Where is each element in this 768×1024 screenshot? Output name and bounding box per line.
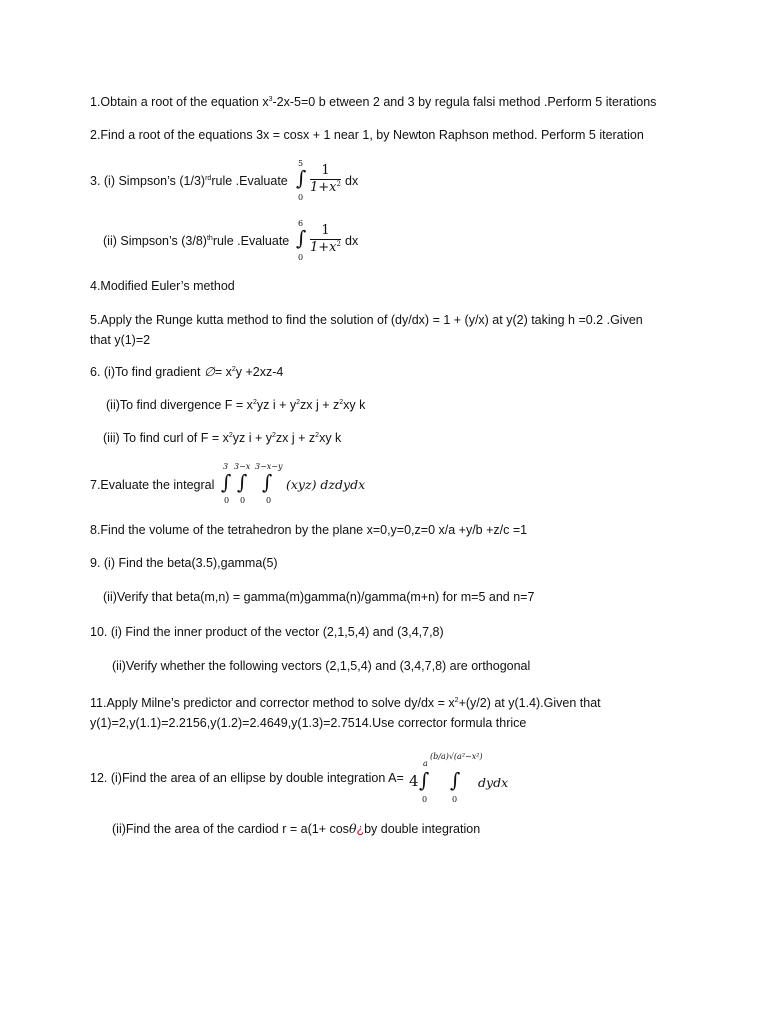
question-9-part-i: 9. (i) Find the beta(3.5),gamma(5) <box>90 556 278 570</box>
question-10-part-ii: (ii)Verify whether the following vectors (2,1,5,4) and (3,4,7,8) are orthogonal <box>112 659 531 673</box>
question-10-part-i: 10. (i) Find the inner product of the vector (2,1,5,4) and (3,4,7,8) <box>90 625 444 639</box>
question-6-part-i: 6. (i)To find gradient ∅= $x^2y +2xz-4$ <box>90 364 284 379</box>
question-5-line-1: 5.Apply the Runge kutta method to find the solution of (dy/dx) = 1 + (y/x) at y(2) taking h =0.2 .Given <box>90 313 643 327</box>
question-8: 8.Find the volume of the tetrahedron by the plane x=0,y=0,z=0 x/a +y/b +z/c =1 <box>90 523 528 537</box>
question-5-line-2: that y(1)=2 <box>90 333 151 347</box>
question-3-part-ii: (ii) Simpson’s $(3/8)^{th}rule$ .Evaluate <box>103 234 290 248</box>
question-sheet: 1.Obtain a root of the equation $x^3-2x-5=0$ b etween 2 and 3 by regula falsi method .Perform 5 iterations 2.Find a root of the equations 3x = cosx + 1 near 1, by Newton Raphson method. Perform 5 iteration 3. (i) Simpson’s $(1/3)^{rd}rule$ .Evaluate 5 ∫ 0 $\frac{1}{1+x^2}$ dx (ii) Simpson’s $(3/8)^{th}rule$ .Evaluate 6 ∫ 0 $\frac{1}{1+x^2}$ dx 4.Modified Euler’s method 5.Apply the Runge kutta method to find the solution of (dy/dx) = 1 + (y/x) at y(2) taking h =0.2 .Given that y(1)=2 6. (i)To find gradient ∅= $x^2y +2xz-4$ (ii)To find divergence $F = x^2yz$ $i + y^2zx$ $j + z^2xy$ k (iii) To find curl of $F = x^2yz$ $i + y^2zx$ $j + z^2xy$ k 7.Evaluate the integral 3 3−x 3−x−y ∫ ∫ ∫ 0 0 0 (xyz) dzdydx 8.Find the volume of the tetrahedron by the plane x=0,y=0,z=0 x/a +y/b +z/c =1 9. (i) Find the beta(3.5),gamma(5) (ii)Verify that beta(m,n) = gamma(m)gamma(n)/gamma(m+n) for m=5 and n=7 10. (i) Find the inner product of the vector (2,1,5,4) and (3,4,7,8) (ii)Verify whether the following vectors (2,1,5,4) and (3,4,7,8) are orthogonal 11.Apply Milne’s predictor and corrector method to solve $dy/dx = x^2+(y/2)$ at y(1.4).Given that y(1)=2,y(1.1)=2.2156,y(1.2)=2.4649,y(1.3)=2.7514.Use corrector formula thrice 12. (i)Find the area of an ellipse by double integration A= 4 a (b/a)√(a²−x²) ∫ ∫ 0 0 dydx (ii)Find the area of the cardiod r = a(1+ cosθ¿by double integration <box>90 95 657 836</box>
question-3-part-i: 3. (i) Simpson’s $(1/3)^{rd}rule$ .Evaluate <box>90 174 288 188</box>
question-6-part-ii: (ii)To find divergence $F = x^2yz$ $i + y^2zx$ $j + z^2xy$ k <box>106 398 366 412</box>
question-12-part-ii: (ii)Find the area of the cardiod r = a(1+ cosθ¿by double integration <box>112 821 481 836</box>
question-11-line-1: 11.Apply Milne’s predictor and corrector method to solve $dy/dx = x^2+(y/2)$ at y(1.4).Given that <box>90 696 601 710</box>
question-6-part-iii: (iii) To find curl of $F = x^2yz$ $i + y^2zx$ $j + z^2xy$ k <box>103 431 342 445</box>
question-1: 1.Obtain a root of the equation $x^3-2x-5=0$ b etween 2 and 3 by regula falsi method .Perform 5 iterations <box>90 95 657 109</box>
question-2: 2.Find a root of the equations 3x = cosx + 1 near 1, by Newton Raphson method. Perform 5 iteration <box>90 128 644 142</box>
question-12-part-i: 12. (i)Find the area of an ellipse by double integration A= <box>90 771 404 785</box>
question-11-line-2: y(1)=2,y(1.1)=2.2156,y(1.2)=2.4649,y(1.3)=2.7514.Use corrector formula thrice <box>90 716 527 730</box>
question-4: 4.Modified Euler’s method <box>90 279 235 293</box>
question-7: 7.Evaluate the integral <box>90 478 215 492</box>
question-9-part-ii: (ii)Verify that beta(m,n) = gamma(m)gamma(n)/gamma(m+n) for m=5 and n=7 <box>103 590 535 604</box>
